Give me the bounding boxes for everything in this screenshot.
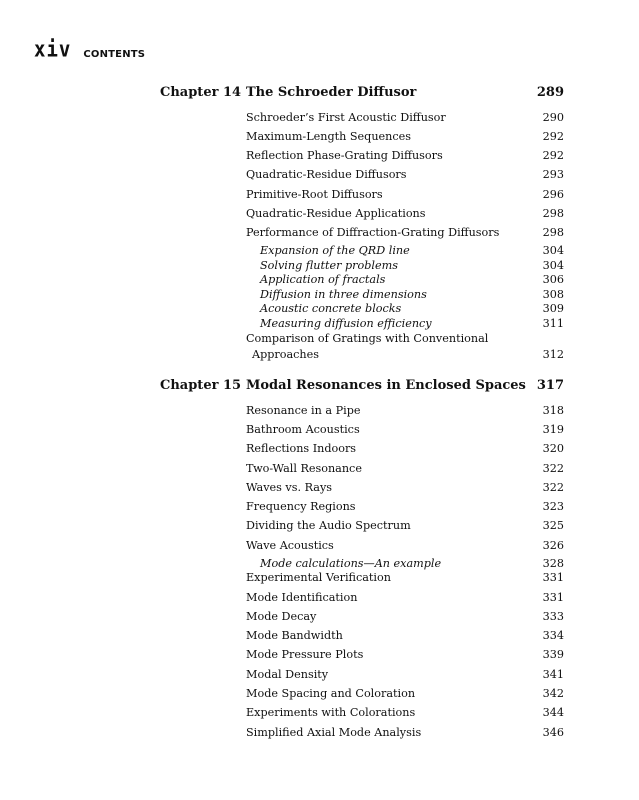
entry-title: Experimental Verification xyxy=(246,571,391,584)
entry-title: Mode Pressure Plots xyxy=(246,648,364,661)
page-header xyxy=(34,36,146,62)
entry-title: Dividing the Audio Spectrum xyxy=(246,519,411,532)
chapter-page: 289 xyxy=(536,85,564,100)
chapter-page: 317 xyxy=(536,378,564,393)
entry-page: 296 xyxy=(542,188,564,201)
chapter-label: Chapter 14 xyxy=(160,85,242,100)
entry-page: 312 xyxy=(542,348,564,361)
chapter-title: Modal Resonances in Enclosed Spaces xyxy=(246,378,526,393)
entry-page: 304 xyxy=(542,244,564,257)
chapter-label: Chapter 15 xyxy=(160,378,242,393)
entry-title: Application of fractals xyxy=(260,273,386,286)
entry-page: 298 xyxy=(542,226,564,239)
entry-title: Waves vs. Rays xyxy=(246,481,333,494)
entry-title: Schroeder’s First Acoustic Diffusor xyxy=(246,111,446,124)
entry-page: 334 xyxy=(542,629,564,642)
entry-page: 322 xyxy=(542,481,564,494)
entry-title: Modal Density xyxy=(246,668,329,681)
entry-page: 325 xyxy=(542,519,564,532)
entry-title: Expansion of the QRD line xyxy=(260,244,410,257)
entry-page: 318 xyxy=(542,404,564,417)
entry-page: 308 xyxy=(542,288,564,301)
entry-title: Experiments with Colorations xyxy=(246,706,416,719)
entry-title: Quadratic-Residue Applications xyxy=(246,207,426,220)
entry-page: 344 xyxy=(542,706,564,719)
entry-page: 306 xyxy=(542,273,564,286)
entry-page: 331 xyxy=(542,591,564,604)
entry-page: 339 xyxy=(542,648,564,661)
chapter-heading xyxy=(160,378,564,396)
entry-page: 341 xyxy=(542,668,564,681)
entry-title: Frequency Regions xyxy=(246,500,356,513)
entry-page: 292 xyxy=(542,149,564,162)
chapter-14 xyxy=(160,85,564,361)
entry-title: Mode Decay xyxy=(246,610,317,623)
entry-title: Two-Wall Resonance xyxy=(246,462,362,475)
entry-page: 293 xyxy=(542,168,564,181)
entry-page: 311 xyxy=(542,317,564,330)
entry-page: 304 xyxy=(542,259,564,272)
entry-title: Mode Bandwidth xyxy=(246,629,343,642)
entry-title: Performance of Diffraction-Grating Diffusors xyxy=(246,226,500,239)
page-number: xiv xyxy=(34,36,72,62)
entry-title: Primitive-Root Diffusors xyxy=(246,188,383,201)
entry-title: Mode Spacing and Coloration xyxy=(246,687,416,700)
entry-page: 290 xyxy=(542,111,564,124)
entry-title: Reflections Indoors xyxy=(246,442,357,455)
entry-title: Reflection Phase-Grating Diffusors xyxy=(246,149,443,162)
entry-title: Approaches xyxy=(252,348,319,361)
entry-title: Quadratic-Residue Diffusors xyxy=(246,168,407,181)
entry-title: Diffusion in three dimensions xyxy=(260,288,427,301)
entry-page: 342 xyxy=(542,687,564,700)
entry-title: Comparison of Gratings with Conventional xyxy=(246,332,489,345)
entry-page: 346 xyxy=(542,726,564,739)
entry-page: 328 xyxy=(542,557,564,570)
entry-title: Mode Identification xyxy=(246,591,358,604)
entry-title: Wave Acoustics xyxy=(246,539,334,552)
entry-page: 298 xyxy=(542,207,564,220)
entry-title: Maximum-Length Sequences xyxy=(246,130,411,143)
entry-page: 326 xyxy=(542,539,564,552)
entry-page: 292 xyxy=(542,130,564,143)
entry-title: Bathroom Acoustics xyxy=(246,423,360,436)
entry-title: Resonance in a Pipe xyxy=(246,404,361,417)
chapter-15 xyxy=(160,378,564,739)
entry-page: 333 xyxy=(542,610,564,623)
entry-page: 323 xyxy=(542,500,564,513)
entry-page: 319 xyxy=(542,423,564,436)
chapter-title: The Schroeder Diffusor xyxy=(246,85,417,100)
entry-page: 322 xyxy=(542,462,564,475)
entry-title: Simplified Axial Mode Analysis xyxy=(246,726,422,739)
entry-page: 320 xyxy=(542,442,564,455)
running-head: CONTENTS xyxy=(83,49,146,60)
chapter-heading xyxy=(160,85,564,103)
entry-page: 331 xyxy=(542,571,564,584)
entry-title: Solving flutter problems xyxy=(260,259,398,272)
entry-title: Mode calculations—An example xyxy=(260,557,442,570)
entry-title: Measuring diffusion efficiency xyxy=(260,317,432,330)
entry-title: Acoustic concrete blocks xyxy=(260,302,402,315)
entry-page: 309 xyxy=(542,302,564,315)
